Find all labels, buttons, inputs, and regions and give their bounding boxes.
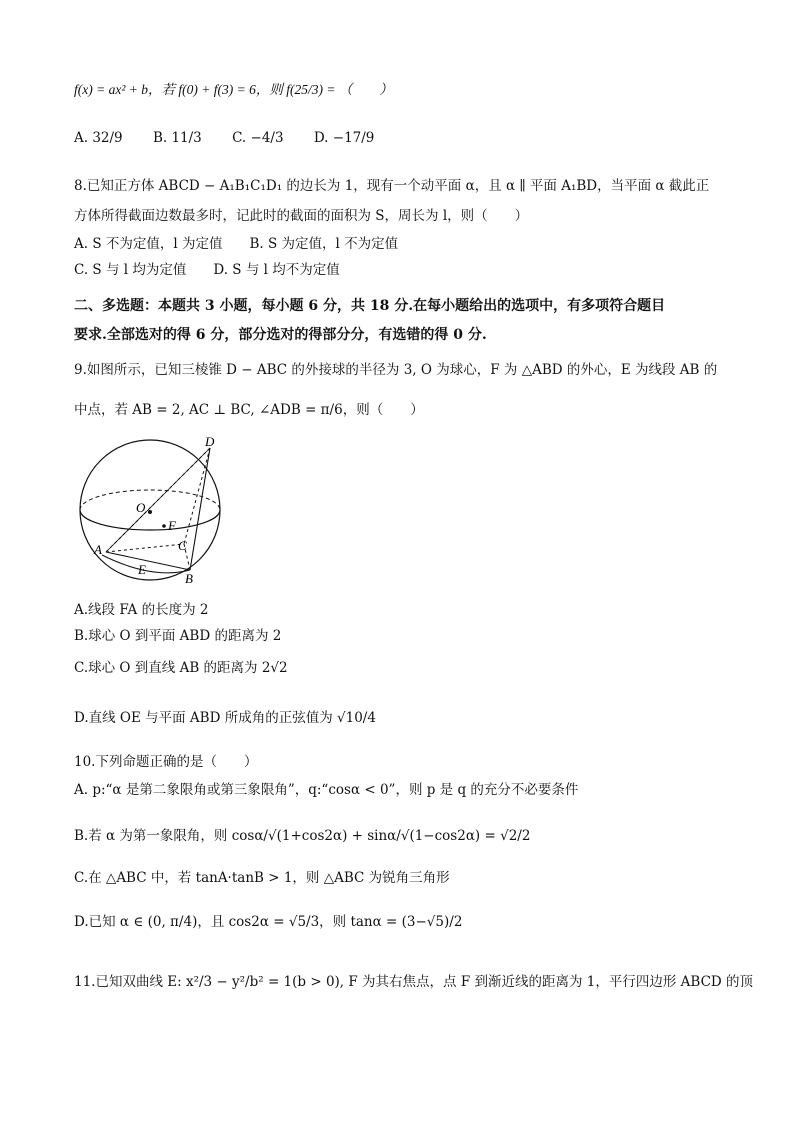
edge-db xyxy=(190,448,210,570)
q7-option-d: D. −17/9 xyxy=(313,130,375,146)
q7-option-a: A. 32/9 xyxy=(74,130,123,146)
q9-option-d: D.直线 OE 与平面 ABD 所成角的正弦值为 √10/4 xyxy=(74,710,376,726)
label-o: O xyxy=(136,500,146,515)
section2-header-line2: 要求.全部选对的得 6 分，部分选对的得部分分，有选错的得 0 分. xyxy=(74,327,487,343)
label-d: D xyxy=(205,434,215,449)
q7-options xyxy=(74,128,400,148)
figure-svg xyxy=(72,430,232,590)
q9-option-c: C.球心 O 到直线 AB 的距离为 2√2 xyxy=(74,660,288,676)
edge-ad-front xyxy=(106,448,210,552)
equator-back xyxy=(80,490,220,510)
q11-stem-line1: 11.已知双曲线 E: x²/3 − y²/b² = 1(b > 0), F 为其右焦点，点 F 到渐近线的距离为 1，平行四边形 ABCD 的顶 xyxy=(74,974,754,990)
q8-stem-line1: 8.已知正方体 ABCD − A₁B₁C₁D₁ 的边长为 1，现有一个动平面 α，且 α ∥ 平面 A₁BD，当平面 α 截此正 xyxy=(74,178,710,194)
q8-options-ab: A. S 不为定值，l 为定值 B. S 为定值，l 不为定值 xyxy=(74,236,399,252)
label-c: C xyxy=(178,538,187,553)
q10-option-c: C.在 △ABC 中，若 tanA·tanB > 1，则 △ABC 为锐角三角形 xyxy=(74,870,450,886)
edge-ab xyxy=(106,552,190,570)
point-f xyxy=(162,524,166,528)
q9-option-b: B.球心 O 到平面 ABD 的距离为 2 xyxy=(74,628,282,644)
section2-header-line1: 二、多选题：本题共 3 小题，每小题 6 分，共 18 分.在每小题给出的选项中，有多项符合题目 xyxy=(74,298,666,314)
q8-options-cd: C. S 与 l 均为定值 D. S 与 l 均不为定值 xyxy=(74,262,340,278)
sphere-tetrahedron-figure xyxy=(72,430,232,590)
label-e: E xyxy=(138,562,146,577)
q10-option-b: B.若 α 为第一象限角，则 cosα/√(1+cos2α) + sinα/√(1−cos2α) = √2/2 xyxy=(74,828,531,844)
q9-stem-line2: 中点，若 AB = 2, AC ⊥ BC, ∠ADB = π/6，则（ ） xyxy=(74,402,424,418)
q7-option-c: C. −4/3 xyxy=(232,130,284,146)
q9-stem-line1: 9.如图所示，已知三棱锥 D − ABC 的外接球的半径为 3, O 为球心，F 为 △ABD 的外心，E 为线段 AB 的 xyxy=(74,362,718,378)
label-f: F xyxy=(168,518,176,533)
q8-stem-line2: 方体所得截面边数最多时，记此时的截面的面积为 S，周长为 l，则（ ） xyxy=(74,208,529,224)
q9-option-a: A.线段 FA 的长度为 2 xyxy=(74,602,209,618)
point-o xyxy=(148,510,152,514)
q10-option-a: A. p:“α 是第二象限角或第三象限角”，q:“cosα < 0”，则 p 是 q 的充分不必要条件 xyxy=(74,782,579,798)
label-a: A xyxy=(94,542,102,557)
q10-stem: 10.下列命题正确的是（ ） xyxy=(74,754,258,770)
q7-option-b: B. 11/3 xyxy=(152,130,202,146)
q7-formula-line: f(x) = ax² + b，若 f(0) + f(3) = 6，则 f(25/3) = （ ） xyxy=(74,82,393,97)
edge-ac xyxy=(106,544,184,552)
label-b: B xyxy=(185,571,193,586)
q10-option-d: D.已知 α ∈ (0, π/4)，且 cos2α = √5/3，则 tanα = (3−√5)/2 xyxy=(74,914,463,930)
